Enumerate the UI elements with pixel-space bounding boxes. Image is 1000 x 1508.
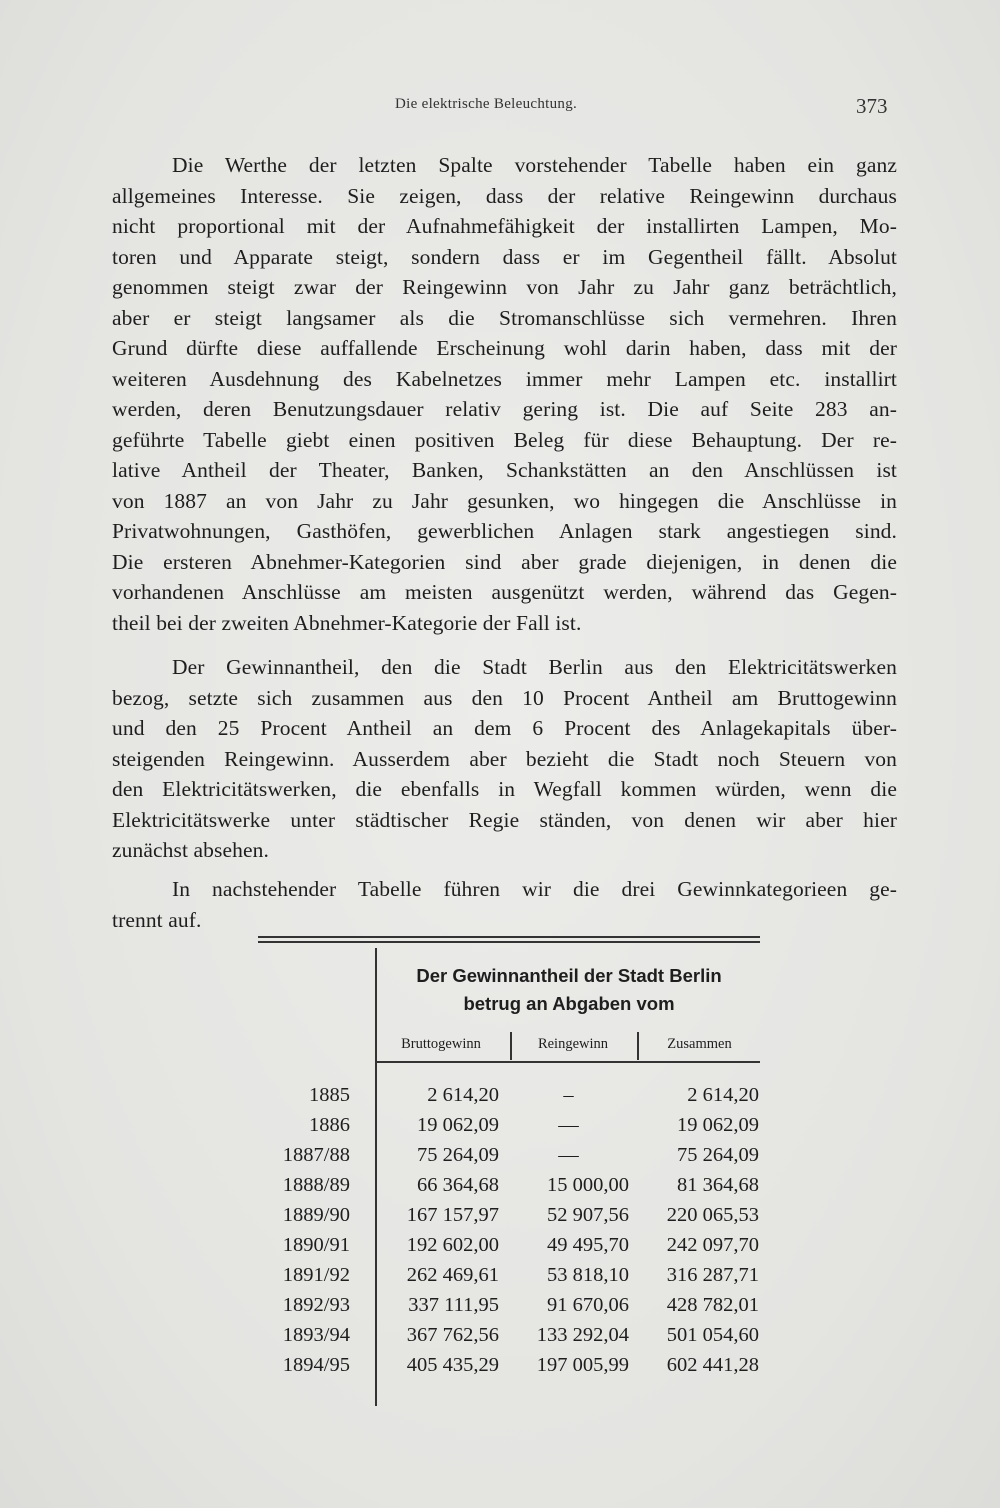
text-line: aber er steigt langsamer als die Stromanschlüsse sich vermehren. Ihren <box>112 305 897 330</box>
zusammen-cell: 242 097,70 <box>666 1234 759 1256</box>
text-line: bezog, setzte sich zusammen aus den 10 Procent Antheil am Bruttogewinn <box>112 685 897 710</box>
table-row <box>258 1294 760 1324</box>
zusammen-cell: 501 054,60 <box>666 1324 759 1346</box>
brutto-cell: 367 762,56 <box>406 1324 499 1346</box>
text-line: In nachstehender Tabelle führen wir die drei Gewinnkategorieen ge- <box>172 877 897 901</box>
paragraph-1 <box>112 150 897 638</box>
text-line: toren und Apparate steigt, sondern dass er im Gegentheil fällt. Absolut <box>112 244 897 269</box>
zusammen-cell: 602 441,28 <box>666 1354 759 1376</box>
zusammen-cell: 75 264,09 <box>677 1144 759 1166</box>
group-header-line: betrug an Abgaben vom <box>463 993 675 1014</box>
text-line: lative Antheil der Theater, Banken, Schankstätten an den Anschlüssen ist <box>112 458 897 482</box>
year-cell: 1890/91 <box>282 1234 350 1256</box>
brutto-cell: 2 614,20 <box>427 1084 499 1106</box>
text-line: weiteren Ausdehnung des Kabelnetzes immer mehr Lampen etc. installirt <box>112 366 897 391</box>
text-line: zunächst absehen. <box>112 838 269 862</box>
paragraph-3 <box>112 874 897 935</box>
text-line: allgemeines Interesse. Sie zeigen, dass der relative Reingewinn durchaus <box>112 183 897 208</box>
brutto-cell: 75 264,09 <box>417 1144 499 1166</box>
rein-cell: 49 495,70 <box>547 1234 629 1256</box>
text-line: werden, deren Benutzungsdauer relativ gering ist. Die auf Seite 283 an- <box>112 397 897 421</box>
text-line: steigenden Reingewinn. Ausserdem aber bezieht die Stadt noch Steuern von <box>112 746 897 771</box>
running-head: Die elektrische Beleuchtung. <box>395 96 578 112</box>
rein-cell: — <box>558 1144 579 1166</box>
text-line: Grund dürfte diese auffallende Erscheinung wohl darin haben, dass mit der <box>112 336 897 360</box>
text-line: Der Gewinnantheil, den die Stadt Berlin aus den Elektricitätswerken <box>172 655 897 679</box>
text-line: den Elektricitätswerken, die ebenfalls in Wegfall kommen würden, wenn die <box>112 777 897 801</box>
table-top-rule <box>258 941 760 943</box>
table-group-header <box>378 962 760 1018</box>
brutto-cell: 167 157,97 <box>406 1204 499 1226</box>
text-line: geführte Tabelle giebt einen positiven Beleg für diese Behauptung. Der re- <box>112 427 897 452</box>
rein-cell: 133 292,04 <box>536 1324 629 1346</box>
table-row <box>258 1174 760 1204</box>
year-cell: 1894/95 <box>282 1354 350 1376</box>
zusammen-cell: 19 062,09 <box>677 1114 759 1136</box>
zusammen-cell: 2 614,20 <box>687 1084 759 1106</box>
text-line: vorhandenen Anschlüsse am meisten ausgenützt werden, während das Gegen- <box>112 580 897 604</box>
table-row <box>258 1324 760 1354</box>
rein-cell: 91 670,06 <box>547 1294 629 1316</box>
text-line: Elektricitätswerke unter städtischer Regie ständen, von denen wir aber hier <box>112 807 897 832</box>
table-row <box>258 1234 760 1264</box>
text-line: Die ersteren Abnehmer-Kategorien sind aber grade diejenigen, in denen die <box>112 549 897 574</box>
table-body <box>258 1084 760 1384</box>
page-number: 373 <box>856 94 888 118</box>
table-row <box>258 1144 760 1174</box>
text-line: trennt auf. <box>112 907 202 932</box>
year-cell: 1888/89 <box>282 1174 350 1196</box>
brutto-cell: 337 111,95 <box>408 1294 499 1316</box>
column-header-zusammen: Zusammen <box>667 1036 732 1052</box>
year-cell: 1893/94 <box>282 1324 350 1346</box>
column-header-brutto: Bruttogewinn <box>401 1036 481 1052</box>
table-row <box>258 1264 760 1294</box>
paragraph-2 <box>112 652 897 866</box>
rein-cell: 53 818,10 <box>547 1264 629 1286</box>
zusammen-cell: 220 065,53 <box>666 1204 759 1226</box>
year-cell: 1892/93 <box>282 1294 350 1316</box>
year-cell: 1885 <box>309 1084 350 1106</box>
brutto-cell: 192 602,00 <box>406 1234 499 1256</box>
year-cell: 1886 <box>309 1114 350 1136</box>
brutto-cell: 405 435,29 <box>406 1354 499 1376</box>
column-header-rein: Reingewinn <box>537 1036 609 1052</box>
text-line: nicht proportional mit der Aufnahmefähigkeit der installirten Lampen, Mo- <box>112 214 897 238</box>
table-row <box>258 1114 760 1144</box>
zusammen-cell: 428 782,01 <box>666 1294 759 1316</box>
year-cell: 1889/90 <box>282 1204 350 1226</box>
text-line: genommen steigt zwar der Reingewinn von Jahr zu Jahr ganz beträchtlich, <box>112 275 897 299</box>
brutto-cell: 19 062,09 <box>417 1114 499 1136</box>
brutto-cell: 262 469,61 <box>406 1264 499 1286</box>
text-line: und den 25 Procent Antheil an dem 6 Procent des Anlagekapitals über- <box>112 716 897 740</box>
text-line: von 1887 an von Jahr zu Jahr gesunken, wo hingegen die Anschlüsse in <box>112 488 897 513</box>
zusammen-cell: 316 287,71 <box>666 1264 759 1286</box>
year-cell: 1891/92 <box>282 1264 350 1286</box>
group-header-line: Der Gewinnantheil der Stadt Berlin <box>416 965 722 986</box>
brutto-cell: 66 364,68 <box>417 1174 499 1196</box>
rein-cell: 197 005,99 <box>536 1354 629 1376</box>
text-line: Die Werthe der letzten Spalte vorstehender Tabelle haben ein ganz <box>172 153 897 177</box>
text-line: theil bei der zweiten Abnehmer-Kategorie der Fall ist. <box>112 610 582 635</box>
text-line: Privatwohnungen, Gasthöfen, gewerblichen Anlagen stark angestiegen sind. <box>112 519 897 543</box>
zusammen-cell: 81 364,68 <box>677 1174 759 1196</box>
header-rule <box>377 1061 760 1063</box>
rein-cell: 15 000,00 <box>547 1174 629 1196</box>
table-row <box>258 1354 760 1384</box>
year-cell: 1887/88 <box>282 1144 350 1166</box>
rein-cell: 52 907,56 <box>547 1204 629 1226</box>
rein-cell: — <box>558 1114 579 1136</box>
profit-share-table <box>258 936 760 1406</box>
table-top-rule <box>258 936 760 938</box>
table-row <box>258 1204 760 1234</box>
rein-cell: – <box>563 1084 574 1106</box>
table-row <box>258 1084 760 1114</box>
